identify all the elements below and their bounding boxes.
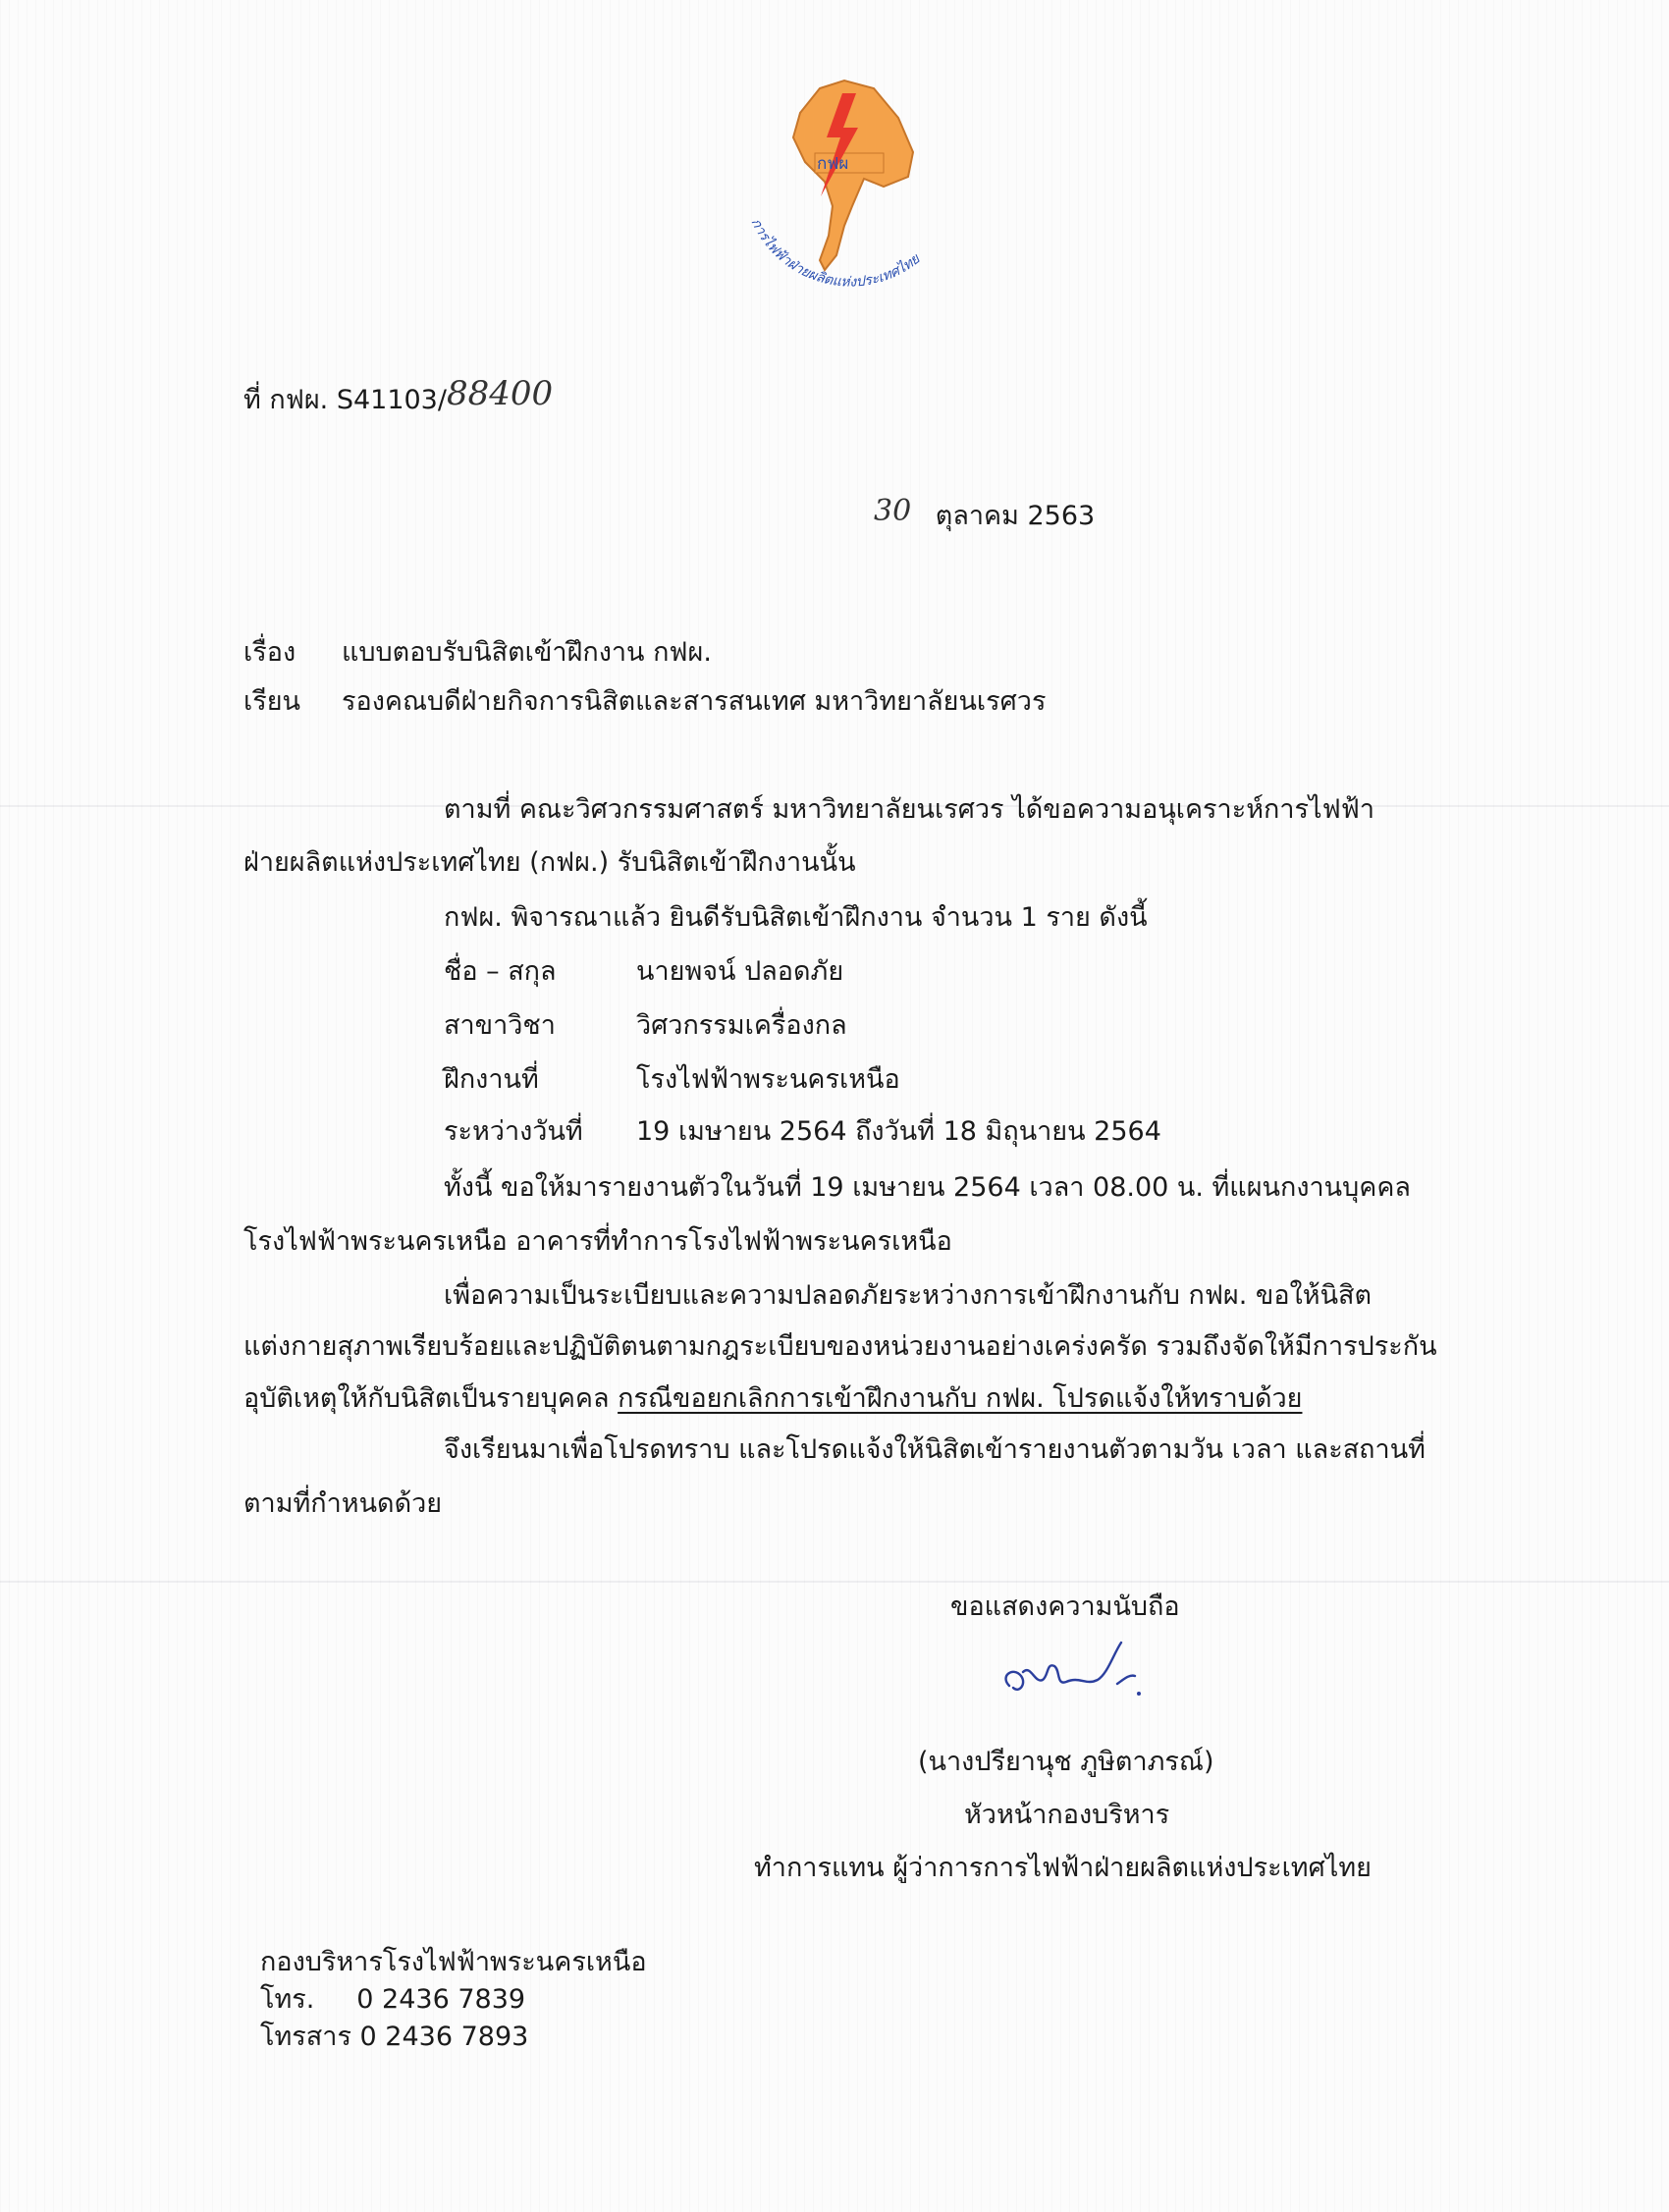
- paper-fold: [0, 1581, 1669, 1583]
- reference-number: [243, 374, 554, 417]
- recipient-label: เรียน: [243, 686, 301, 717]
- detail-label-place: ฝึกงานที่: [444, 1064, 539, 1095]
- cancellation-notice: กรณีขอยกเลิกการเข้าฝึกงานกับ กฟผ. โปรดแจ้งให้ทราบด้วย: [618, 1383, 1303, 1414]
- paragraph-3-line-2: โรงไฟฟ้าพระนครเหนือ อาคารที่ทำการโรงไฟฟ้าพระนครเหนือ: [243, 1226, 952, 1257]
- paragraph-4-line-3: [243, 1382, 1302, 1416]
- logo-arc-text: การไฟฟ้าฝ่ายผลิตแห่งประเทศไทย: [747, 215, 924, 291]
- subject-label: เรื่อง: [243, 637, 296, 668]
- recipient-text: รองคณบดีฝ่ายกิจการนิสิตและสารสนเทศ มหาวิทยาลัยนเรศวร: [342, 686, 1047, 717]
- detail-value-name: นายพจน์ ปลอดภัย: [636, 956, 844, 987]
- paragraph-1-line-1: ตามที่ คณะวิศวกรรมศาสตร์ มหาวิทยาลัยนเรศวร ได้ขอความอนุเคราะห์การไฟฟ้า: [444, 794, 1375, 825]
- reference-printed: ที่ กฟผ. S41103/: [243, 385, 447, 415]
- date-month-year: ตุลาคม 2563: [935, 501, 1096, 531]
- signature-icon: [992, 1625, 1158, 1713]
- detail-value-major: วิศวกรรมเครื่องกล: [636, 1010, 847, 1041]
- signer-acting: ทำการแทน ผู้ว่าการการไฟฟ้าฝ่ายผลิตแห่งประเทศไทย: [754, 1853, 1372, 1883]
- egat-logo-icon: [727, 59, 962, 334]
- paragraph-5-line-1: จึงเรียนมาเพื่อโปรดทราบ และโปรดแจ้งให้นิสิตเข้ารายงานตัวตามวัน เวลา และสถานที่: [444, 1434, 1426, 1465]
- reference-handwritten: 88400: [446, 374, 554, 413]
- footer-fax: โทรสาร 0 2436 7893: [260, 2022, 529, 2052]
- detail-label-name: ชื่อ – สกุล: [444, 956, 557, 987]
- detail-label-period: ระหว่างวันที่: [444, 1116, 583, 1147]
- paragraph-2: กฟผ. พิจารณาแล้ว ยินดีรับนิสิตเข้าฝึกงาน จำนวน 1 ราย ดังนี้: [444, 902, 1148, 933]
- paragraph-1-line-2: ฝ่ายผลิตแห่งประเทศไทย (กฟผ.) รับนิสิตเข้าฝึกงานนั้น: [243, 847, 856, 878]
- paragraph-4-line-3-text: อุบัติเหตุให้กับนิสิตเป็นรายบุคคล: [243, 1383, 619, 1414]
- paragraph-4-line-2: แต่งกายสุภาพเรียบร้อยและปฏิบัติตนตามกฎระเบียบของหน่วยงานอย่างเคร่งครัด รวมถึงจัดให้มีการประกัน: [243, 1331, 1437, 1362]
- footer-department: กองบริหารโรงไฟฟ้าพระนครเหนือ: [260, 1947, 647, 1977]
- paragraph-4-line-1: เพื่อความเป็นระเบียบและความปลอดภัยระหว่างการเข้าฝึกงานกับ กฟผ. ขอให้นิสิต: [444, 1280, 1373, 1311]
- detail-label-major: สาขาวิชา: [444, 1010, 556, 1041]
- footer-telephone: โทร. 0 2436 7839: [260, 1984, 526, 2015]
- logo-letters: กฟผ: [817, 154, 849, 174]
- detail-value-period: 19 เมษายน 2564 ถึงวันที่ 18 มิถุนายน 2564: [636, 1116, 1161, 1147]
- letter-date: [874, 494, 1096, 533]
- paragraph-5-line-2: ตามที่กำหนดด้วย: [243, 1488, 443, 1519]
- subject-text: แบบตอบรับนิสิตเข้าฝึกงาน กฟผ.: [342, 637, 712, 668]
- signer-name: (นางปรียานุช ภูษิตาภรณ์): [918, 1747, 1214, 1777]
- detail-value-place: โรงไฟฟ้าพระนครเหนือ: [636, 1064, 900, 1095]
- closing-phrase: ขอแสดงความนับถือ: [950, 1592, 1180, 1622]
- signer-title: หัวหน้ากองบริหาร: [964, 1800, 1170, 1830]
- date-day: 30: [874, 494, 912, 528]
- paragraph-3-line-1: ทั้งนี้ ขอให้มารายงานตัวในวันที่ 19 เมษายน 2564 เวลา 08.00 น. ที่แผนกงานบุคคล: [444, 1172, 1411, 1203]
